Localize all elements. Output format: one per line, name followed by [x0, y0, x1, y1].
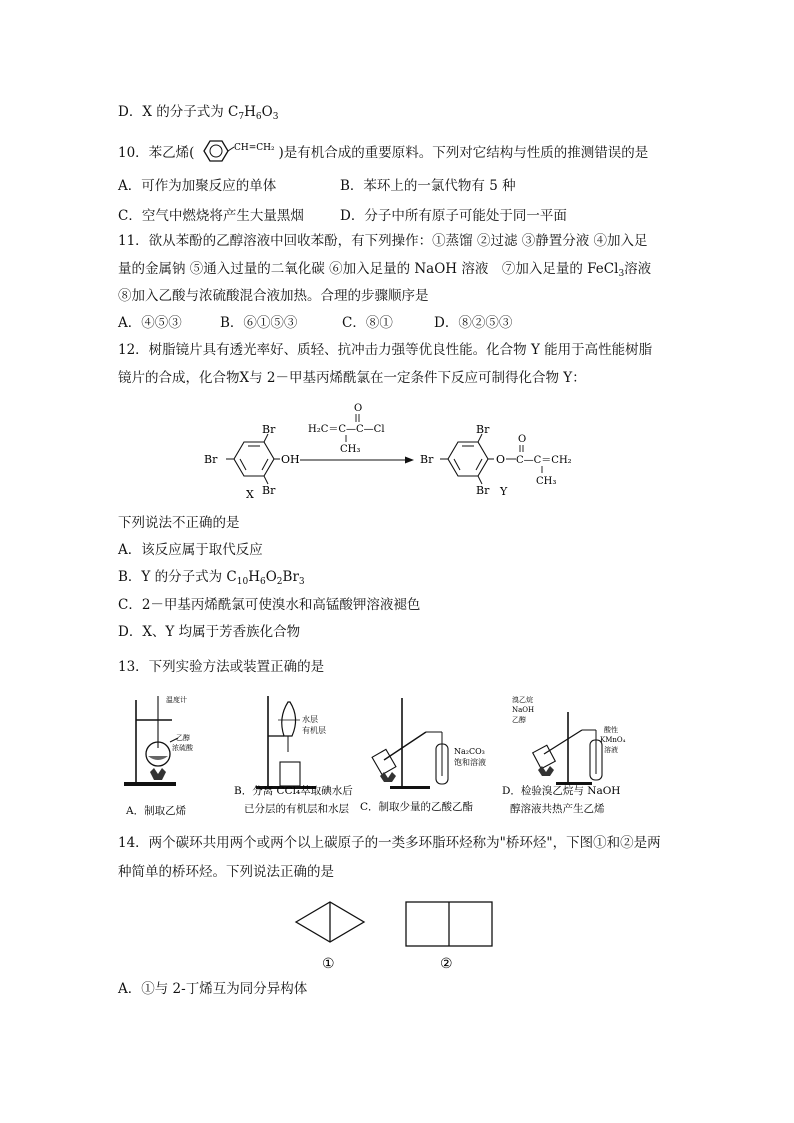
b-label-organic: 有机层 [302, 726, 326, 735]
x-label: X [246, 488, 254, 500]
svg-text:CH=CH₂: CH=CH₂ [234, 143, 276, 153]
q12-reaction-scheme [196, 398, 596, 504]
b-caption-2: 已分层的有机层和水层 [244, 803, 349, 815]
apparatus-c [360, 698, 486, 813]
y-carbonyl-o: O [518, 434, 527, 445]
reagent-o: O [354, 403, 363, 414]
y-ch3: CH₃ [536, 476, 557, 487]
apparatus-b [234, 696, 353, 815]
c-label-na2co3: Na₂CO₃ [454, 747, 485, 756]
a-label-acid: 浓硫酸 [172, 744, 193, 752]
q14-line1: 14．两个碳环共用两个或两个以上碳原子的一类多环脂环烃称为"桥环烃"，下图①和②是两 [118, 835, 661, 851]
x-br-left: Br [204, 453, 218, 466]
q12-option-a: A．该反应属于取代反应 [118, 542, 263, 558]
q11-line2: 量的金属钠 ⑤通入过量的二氧化碳 ⑥加入足量的 NaOH 溶液 ⑦加入足量的 FeCl$_3$溶液 [118, 261, 652, 279]
q10-options-row1 [118, 177, 678, 195]
c-caption: C．制取少量的乙酸乙酯 [360, 801, 474, 813]
reagent-ch3: CH₃ [340, 444, 361, 455]
c-label-saturated: 饱和溶液 [454, 758, 486, 767]
reaction-scheme-svg [196, 398, 596, 500]
q10-option-b: B．苯环上的一氯代物有 5 种 [340, 178, 516, 194]
a-caption: A．制取乙烯 [126, 805, 187, 817]
reagent-formula: H₂C＝C—C—Cl [308, 424, 385, 435]
d-label-solution: 溶液 [604, 746, 618, 754]
y-label: Y [500, 485, 508, 498]
q10-stem: 10．苯乙烯( CH=CH₂ )是有机合成的重要原料。下列对它结构与性质的推测错误的是 [118, 138, 648, 169]
apparatus-a [124, 695, 194, 817]
d-label-bromoethane: 溴乙烷 [512, 696, 533, 704]
q11-line1: 11．欲从苯酚的乙醇溶液中回收苯酚，有下列操作：①蒸馏 ②过滤 ③静置分液 ④加入足 [118, 233, 648, 249]
q12-stem: 下列说法不正确的是 [118, 515, 240, 531]
q11-option-d: D．⑧②⑤③ [434, 315, 513, 331]
x-oh: OH [281, 453, 300, 466]
d-label-naoh: NaOH [512, 706, 535, 714]
q10-option-a: A．可作为加聚反应的单体 [118, 178, 277, 194]
q13-stem: 13．下列实验方法或装置正确的是 [118, 659, 325, 675]
q14-option-a: A．①与 2-丁烯互为同分异构体 [118, 981, 308, 997]
q12-option-b: B．Y 的分子式为 $C_{10}H_6O_2Br_3$ [118, 569, 305, 587]
q12-option-c: C．2－甲基丙烯酰氯可使溴水和高锰酸钾溶液褪色 [118, 597, 421, 613]
q11-option-c: C．⑧① [342, 315, 393, 331]
y-br-bottom: Br [476, 484, 490, 497]
figure-label-1: ① [322, 956, 335, 972]
q9-option-d: D．X 的分子式为 $C_7H_6O_3$ [118, 104, 279, 122]
figure-label-2: ② [440, 956, 453, 972]
b-label-water: 水层 [302, 715, 318, 724]
q11-option-a: A．④⑤③ [118, 315, 182, 331]
q11-options [118, 314, 678, 332]
a-label-ethanol: 乙醇 [176, 734, 190, 742]
y-br-left: Br [420, 453, 434, 466]
q12-option-d: D．X、Y 均属于芳香族化合物 [118, 624, 301, 640]
apparatus-svg [118, 690, 678, 820]
y-br-top: Br [476, 423, 490, 436]
bridged-rings-svg [290, 898, 500, 974]
q11-line3: ⑧加入乙酸与浓硫酸混合液加热。合理的步骤顺序是 [118, 288, 429, 304]
y-chain: C—C＝CH₂ [516, 455, 572, 466]
q14-line2: 种简单的桥环烃。下列说法正确的是 [118, 864, 334, 880]
y-ester-o: O [496, 453, 506, 466]
apparatus-d [502, 695, 626, 815]
x-br-top: Br [262, 423, 276, 436]
styrene-structure [194, 138, 278, 169]
d-label-kmno4: KMnO₄ [600, 736, 626, 744]
x-br-bottom: Br [262, 484, 276, 497]
d-caption-2: 醇溶液共热产生乙烯 [510, 803, 605, 815]
q11-option-b: B．⑥①⑤③ [220, 315, 298, 331]
a-label-thermometer: 温度计 [166, 696, 187, 704]
q10-option-d: D．分子中所有原子可能处于同一平面 [340, 208, 567, 224]
q10-option-c: C．空气中燃烧将产生大量黑烟 [118, 208, 304, 224]
d-label-ethanol: 乙醇 [512, 716, 526, 724]
q10-options-row2 [118, 207, 678, 225]
q12-line2: 镜片的合成，化合物X与 2－甲基丙烯酰氯在一定条件下反应可制得化合物 Y： [118, 370, 586, 386]
q12-line1: 12．树脂镜片具有透光率好、质轻、抗冲击力强等优良性能。化合物 Y 能用于高性能树脂 [118, 342, 653, 358]
q14-figure [290, 898, 500, 978]
d-label-acidic: 酸性 [604, 726, 618, 734]
b-caption-1: B．分离 CCl₄萃取碘水后 [234, 785, 353, 797]
d-caption-1: D．检验溴乙烷与 NaOH [502, 785, 621, 797]
q13-apparatus-figure [118, 690, 678, 824]
